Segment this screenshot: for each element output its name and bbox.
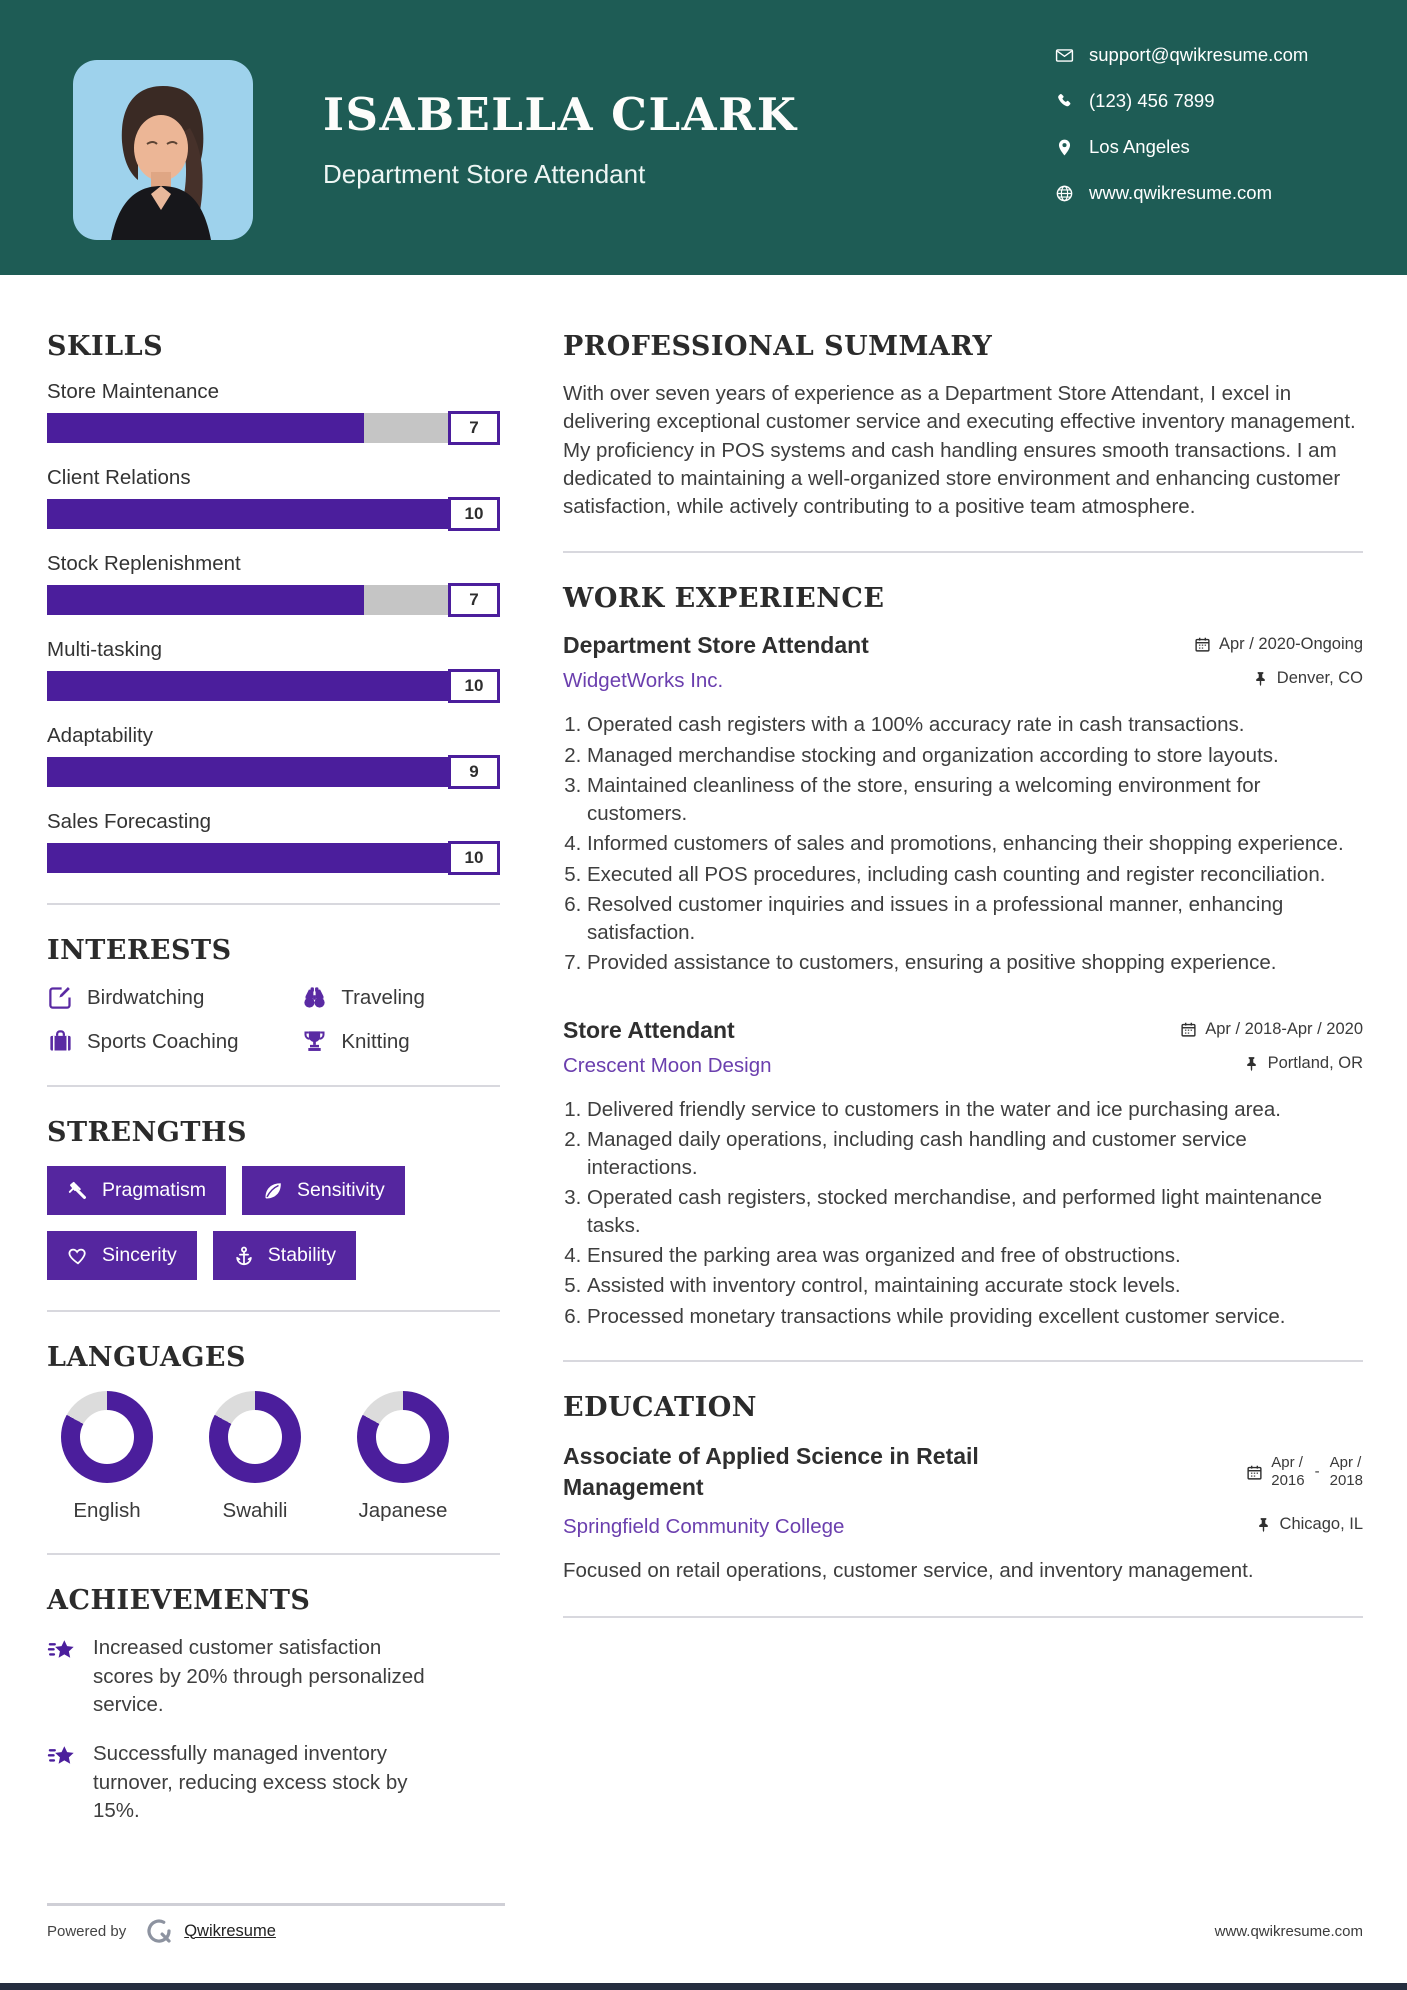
skill-row — [47, 466, 500, 529]
interest-item — [47, 984, 301, 1011]
job-bullet: 2. Managed daily operations, including cash handling and customer service interactions. — [587, 1126, 1363, 1181]
skills-heading: SKILLS — [47, 331, 164, 362]
skill-bar — [47, 499, 500, 529]
job-dates — [1194, 635, 1363, 654]
interest-item — [301, 1028, 500, 1055]
job-location — [1243, 1054, 1363, 1073]
pushpin-icon — [1252, 670, 1269, 687]
skill-label: Multi-tasking — [47, 638, 163, 661]
skill-label: Client Relations — [47, 466, 191, 489]
strength-badge — [47, 1231, 197, 1280]
achievement-item — [47, 1634, 500, 1720]
calendar-icon — [1246, 1464, 1263, 1481]
calendar-icon — [1180, 1021, 1197, 1038]
skill-bar — [47, 843, 500, 873]
language-label: English — [73, 1499, 141, 1522]
heart-icon — [67, 1245, 89, 1267]
divider — [47, 903, 500, 905]
leaf-icon — [262, 1180, 284, 1202]
pushpin-icon — [1243, 1055, 1260, 1072]
strength-badge — [213, 1231, 356, 1280]
job-location-text: Denver, CO — [1276, 669, 1363, 688]
skill-value: 7 — [448, 583, 500, 617]
avatar-portrait — [73, 60, 253, 240]
job-entry — [563, 632, 1363, 976]
globe-icon — [1055, 184, 1074, 203]
job-date-text: Apr / 2020-Ongoing — [1218, 635, 1363, 654]
education-location — [1255, 1515, 1363, 1534]
skill-label: Stock Replenishment — [47, 552, 241, 575]
skill-value: 10 — [448, 497, 500, 531]
interest-label: Knitting — [341, 1029, 410, 1053]
skill-bar-fill — [47, 499, 500, 529]
divider — [563, 1360, 1363, 1362]
strength-label: Sensitivity — [297, 1179, 385, 1201]
skill-value: 10 — [448, 841, 500, 875]
skill-bar — [47, 585, 500, 615]
contact-location — [1055, 136, 1308, 158]
contact-email[interactable] — [1055, 44, 1308, 66]
skill-label: Store Maintenance — [47, 380, 220, 403]
skill-bar — [47, 671, 500, 701]
pushpin-icon — [1255, 1516, 1272, 1533]
language-item — [61, 1391, 153, 1523]
strength-badge — [242, 1166, 405, 1215]
gavel-icon — [67, 1180, 89, 1202]
education-degree: Associate of Applied Science in Retail Management — [563, 1443, 979, 1501]
phone-icon — [1055, 92, 1074, 111]
interest-label: Traveling — [341, 985, 425, 1009]
education-entry — [563, 1441, 1363, 1503]
contact-website[interactable] — [1055, 182, 1308, 204]
skill-value: 7 — [448, 411, 500, 445]
education-dates — [1246, 1441, 1363, 1503]
job-bullet: 1. Delivered friendly service to customers in the water and ice purchasing area. — [587, 1096, 1363, 1123]
job-dates — [1180, 1020, 1363, 1039]
strength-badge — [47, 1166, 226, 1215]
shooting-star-icon — [47, 1636, 79, 1668]
summary-text: With over seven years of experience as a Department Store Attendant, I excel in delivering exceptional customer service and executing effective inventory management. My proficiency in POS systems and cash handling ensures smooth transactions. I am dedicated to maintaining a well-organized store environment and enhancing customer satisfaction, while actively contributing to a positive team atmosphere. — [563, 382, 1356, 519]
candidate-title: Department Store Attendant — [323, 159, 646, 189]
achievement-text: Successfully managed inventory turnover, reducing excess stock by 15%. — [93, 1742, 408, 1823]
briefcase-icon — [47, 1028, 74, 1055]
contact-email-text: support@qwikresume.com — [1089, 44, 1309, 65]
header — [0, 0, 1407, 275]
qwikresume-logo-icon — [144, 1916, 174, 1946]
job-bullet: 4. Informed customers of sales and promotions, enhancing their shopping experience. — [587, 830, 1363, 857]
skill-bar-fill — [47, 843, 500, 873]
left-column — [47, 275, 500, 1846]
divider — [563, 1616, 1363, 1618]
skill-value: 9 — [448, 755, 500, 789]
binoculars-icon — [301, 984, 328, 1011]
education-date-end — [1330, 1454, 1363, 1492]
anchor-icon — [233, 1245, 255, 1267]
divider — [563, 551, 1363, 553]
job-bullet: 3. Maintained cleanliness of the store, ensuring a welcoming environment for customers. — [587, 772, 1363, 827]
language-item — [357, 1391, 449, 1523]
education-heading: EDUCATION — [563, 1392, 757, 1424]
interest-item — [47, 1028, 301, 1055]
right-column — [563, 275, 1363, 1846]
education-date-start-month: Apr / — [1271, 1453, 1303, 1471]
contact-phone[interactable] — [1055, 90, 1308, 112]
language-item — [209, 1391, 301, 1523]
footer — [47, 1903, 1363, 1946]
education-date-dash: - — [1314, 1463, 1320, 1481]
skill-bar-fill — [47, 671, 500, 701]
skill-label: Adaptability — [47, 724, 153, 747]
footer-site-link[interactable]: www.qwikresume.com — [1214, 1922, 1363, 1940]
achievements-heading: ACHIEVEMENTS — [47, 1585, 311, 1616]
job-company-link[interactable]: Crescent Moon Design — [563, 1053, 772, 1077]
language-label: Japanese — [358, 1499, 448, 1522]
education-date-end-month: Apr / — [1329, 1453, 1362, 1471]
job-bullet: 7. Provided assistance to customers, ensuring a positive shopping experience. — [587, 949, 1363, 976]
job-bullet: 3. Operated cash registers, stocked merchandise, and performed light maintenance tasks. — [587, 1184, 1363, 1239]
interest-label: Birdwatching — [87, 985, 205, 1009]
education-school-link[interactable]: Springfield Community College — [563, 1515, 845, 1539]
achievement-text: Increased customer satisfaction scores by 20% through personalized service. — [93, 1636, 425, 1717]
candidate-name: ISABELLA CLARK — [323, 88, 798, 141]
job-bullet-list — [563, 711, 1363, 976]
strength-label: Stability — [267, 1244, 337, 1266]
interests-heading: INTERESTS — [47, 935, 232, 966]
education-description: Focused on retail operations, customer service, and inventory management. — [563, 1559, 1254, 1583]
contact-website-text: www.qwikresume.com — [1089, 182, 1272, 203]
languages-heading: LANGUAGES — [47, 1342, 246, 1373]
footer-divider — [47, 1903, 505, 1906]
qwikresume-brand-link[interactable]: Qwikresume — [184, 1921, 276, 1940]
divider — [47, 1553, 500, 1555]
skill-bar-fill — [47, 585, 364, 615]
skill-value: 10 — [448, 669, 500, 703]
job-bullet: 1. Operated cash registers with a 100% accuracy rate in cash transactions. — [587, 711, 1363, 738]
powered-by-label: Powered by — [47, 1922, 127, 1940]
job-bullet: 5. Executed all POS procedures, including cash counting and register reconciliation. — [587, 861, 1363, 888]
skill-bar — [47, 413, 500, 443]
languages-list — [61, 1391, 500, 1523]
contact-location-text: Los Angeles — [1089, 136, 1190, 157]
strength-label: Pragmatism — [102, 1179, 207, 1201]
skill-row — [47, 724, 500, 787]
skill-row — [47, 552, 500, 615]
strengths-list — [47, 1166, 500, 1280]
trophy-icon — [301, 1028, 328, 1055]
main-content — [0, 275, 1407, 1846]
language-donut-chart — [357, 1391, 449, 1483]
email-icon — [1055, 46, 1074, 65]
job-entry — [563, 1017, 1363, 1331]
skill-label: Sales Forecasting — [47, 810, 212, 833]
language-donut-chart — [61, 1391, 153, 1483]
contact-block — [1055, 44, 1308, 228]
interest-label: Sports Coaching — [87, 1029, 239, 1053]
skill-row — [47, 380, 500, 443]
skill-bar-fill — [47, 413, 364, 443]
job-date-text: Apr / 2018-Apr / 2020 — [1205, 1019, 1363, 1038]
location-icon — [1055, 138, 1074, 157]
skill-row — [47, 810, 500, 873]
avatar — [73, 60, 253, 240]
language-donut-chart — [209, 1391, 301, 1483]
education-date-start-year: 2016 — [1271, 1472, 1305, 1490]
pencil-square-icon — [47, 984, 74, 1011]
strength-label: Sincerity — [102, 1244, 177, 1266]
strengths-heading: STRENGTHS — [47, 1117, 247, 1148]
skill-bar — [47, 757, 500, 787]
job-bullet: 2. Managed merchandise stocking and organization according to store layouts. — [587, 742, 1363, 769]
divider — [47, 1085, 500, 1087]
job-title: Store Attendant — [563, 1016, 735, 1043]
job-location — [1252, 669, 1363, 688]
job-company-link[interactable]: WidgetWorks Inc. — [563, 669, 724, 693]
calendar-icon — [1194, 636, 1211, 653]
shooting-star-icon — [47, 1742, 79, 1774]
divider — [47, 1310, 500, 1312]
achievement-item — [47, 1740, 500, 1826]
page-bottom-strip — [0, 1983, 1407, 1990]
summary-heading: PROFESSIONAL SUMMARY — [563, 331, 993, 362]
job-bullet: 6. Processed monetary transactions while providing excellent customer service. — [587, 1303, 1363, 1330]
interest-item — [301, 984, 500, 1011]
skill-bar-fill — [47, 757, 455, 787]
language-label: Swahili — [222, 1499, 288, 1522]
education-location-text: Chicago, IL — [1279, 1515, 1363, 1534]
job-title: Department Store Attendant — [563, 632, 869, 659]
contact-phone-text: (123) 456 7899 — [1089, 90, 1215, 111]
job-bullet-list — [563, 1096, 1363, 1331]
job-bullet: 4. Ensured the parking area was organized and free of obstructions. — [587, 1242, 1363, 1269]
job-bullet: 6. Resolved customer inquiries and issues in a professional manner, enhancing satisfaction. — [587, 891, 1363, 946]
education-date-start — [1271, 1454, 1304, 1492]
experience-heading: WORK EXPERIENCE — [563, 583, 885, 615]
skill-row — [47, 638, 500, 701]
education-date-end-year: 2018 — [1329, 1472, 1363, 1490]
job-location-text: Portland, OR — [1267, 1053, 1363, 1072]
interests-list — [47, 984, 500, 1055]
job-bullet: 5. Assisted with inventory control, maintaining accurate stock levels. — [587, 1272, 1363, 1299]
